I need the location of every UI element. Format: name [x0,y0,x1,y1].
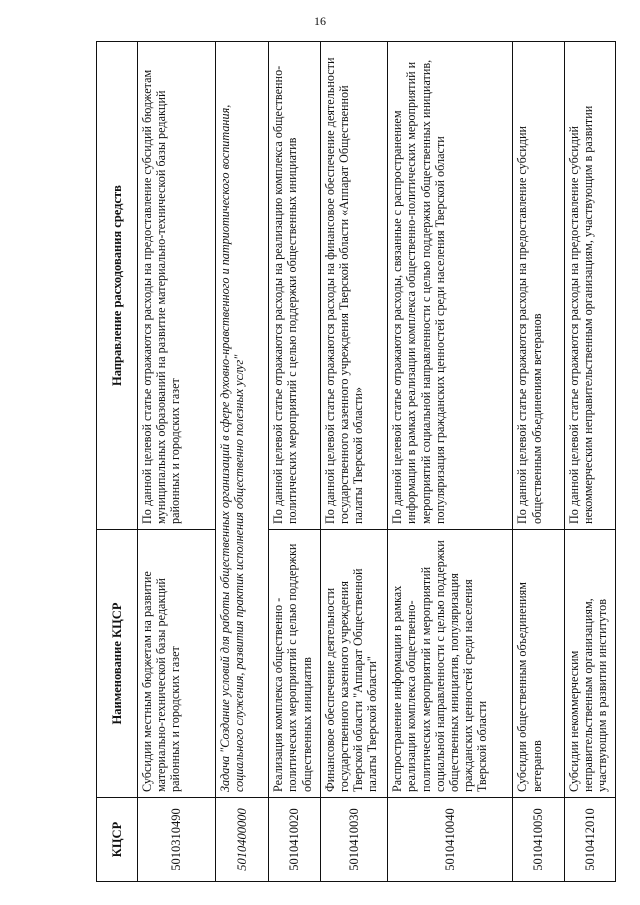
table-row-task [215,42,268,882]
page-number: 16 [314,14,326,28]
table-row [138,42,216,882]
row-direction: По данной целевой статье отражаются расходы на предоставление субсидий некоммерческим неправительственным организациям, участвующим в развитии [564,42,615,530]
header-kcsr: КЦСР [97,798,138,882]
row-direction: По данной целевой статье отражаются расходы на предоставление субсидии общественным объединениям ветеранов [513,42,564,530]
row-direction: По данной целевой статье отражаются расходы на предоставление субсидий бюджетам муниципальных образований на развитие материально-технической базы редакций районных и городских газет [138,42,216,530]
row-name: Субсидии общественным объединениям ветеранов [513,530,564,798]
header-name: Наименование КЦСР [97,530,138,798]
row-name: Задача "Создание условий для работы общественных организаций в сфере духовно-нравственного и патриотического воспитания, социального служения, развития практик исполнения общественно полезных услуг" [215,42,268,798]
row-name: Финансовое обеспечение деятельности государственного казенного учреждения Тверской области "Аппарат Общественной палаты Тверской области" [320,530,388,798]
table-row [513,42,564,882]
row-name: Распространение информации в рамках реализации комплекса общественно-политических мероприятий и мероприятий социальной направленности с целью поддержки общественных инициатив, популяризация гражданских ценностей среди населения Тверской области [388,530,513,798]
kcsr-table [96,41,616,882]
table-row [320,42,388,882]
row-direction: По данной целевой статье отражаются расходы, связанные с распространением информации в рамках реализации комплекса общественно-политических мероприятий и мероприятий социальной направленности с целью поддержки общественных инициатив, популяризация гражданских ценностей среди населения Тверской области [388,42,513,530]
row-name: Субсидии местным бюджетам на развитие материально-технической базы редакций районных и городских газет [138,530,216,798]
row-code: 5010310490 [138,798,216,882]
rotated-table-container [96,42,616,882]
row-direction: По данной целевой статье отражаются расходы на реализацию комплекса общественно-политических мероприятий с целью поддержки общественных инициатив [269,42,320,530]
row-name: Субсидии некоммерческим неправительственным организациям, участвующим в развитии институтов [564,530,615,798]
row-code: 5010410040 [388,798,513,882]
row-code: 5010410050 [513,798,564,882]
table-row [269,42,320,882]
table-row [388,42,513,882]
row-code: 5010400000 [215,798,268,882]
row-code: 5010410030 [320,798,388,882]
row-code: 5010410020 [269,798,320,882]
table-header-row [97,42,138,882]
header-direction: Направление расходования средств [97,42,138,530]
row-code: 5010412010 [564,798,615,882]
row-direction: По данной целевой статье отражаются расходы на финансовое обеспечение деятельности государственного казенного учреждения Тверской области «Аппарат Общественной палаты Тверской области» [320,42,388,530]
table-row [564,42,615,882]
row-name: Реализация комплекса общественно - политических мероприятий с целью поддержки общественных инициатив [269,530,320,798]
